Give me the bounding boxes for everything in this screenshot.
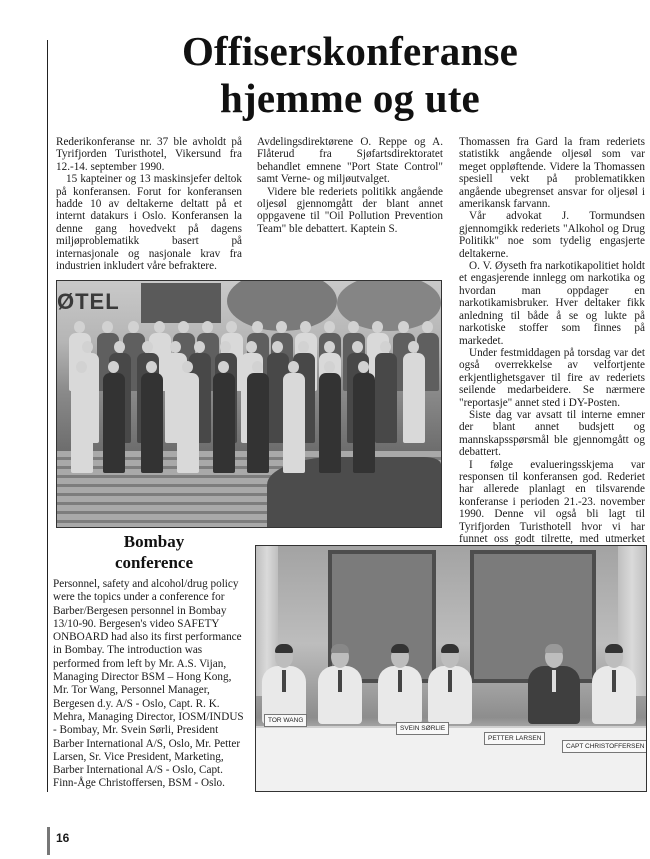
person-head	[194, 341, 205, 353]
person-head	[220, 341, 231, 353]
person-head	[324, 361, 335, 373]
paragraph: Videre ble rederiets politikk angående oljesøl gjennomgått der blant annet oppgavene til "Oil Pollution Prevention Team" ble debattert. Kaptein S.	[257, 185, 443, 235]
person-silhouette	[141, 373, 163, 473]
article-column-2	[257, 136, 443, 235]
person-head	[288, 361, 299, 373]
person-head	[324, 321, 335, 333]
person-silhouette	[213, 373, 235, 473]
person-head	[300, 321, 311, 333]
person-head	[102, 321, 113, 333]
person-head	[272, 341, 283, 353]
paragraph: Personnel, safety and alcohol/drug policy were the topics under a conference for Barber/Bergesen personnel in Bombay 13/10-90. Bergesen's video SAFETY ONBOARD had also its first performance in Bombay. The introduction was performed from left by Mr. A.S. Vijan, Managing Director BSM – Hong Kong, Mr. Tor Wang, Personnel Manager, Bergesen d.y. A/S - Oslo, Capt. R. K. Mehra, Managing Director, IOSM/INDUS - Bombay, Mr. Svein Sørli, President Barber International A/S, Oslo, Mr. Petter Larsen, Sr. Vice President, Marketing, Barber International A/S - Oslo, Capt. Finn-Åge Christoffersen, BSM - Oslo.	[53, 578, 244, 790]
person-head	[298, 341, 309, 353]
namecard: PETTER LARSEN	[484, 732, 545, 745]
namecard: CAPT CHRISTOFFERSEN	[562, 740, 647, 753]
person-head	[252, 321, 263, 333]
paragraph: Rederikonferanse nr. 37 ble avholdt på Tyrifjorden Turisthotel, Vikersund fra 12.-14. september 1990.	[56, 136, 242, 173]
panelist	[528, 666, 580, 724]
group-photo	[56, 280, 442, 528]
person-head	[170, 341, 181, 353]
person-head	[408, 341, 419, 353]
person-silhouette	[319, 373, 341, 473]
person-head	[146, 361, 157, 373]
person-silhouette	[103, 373, 125, 473]
person-head	[76, 361, 87, 373]
person-head	[114, 341, 125, 353]
paragraph: Under festmiddagen på torsdag var det også overrekkelse av velfortjente erkjentlighetsgaver til fire av rederiets seilende medarbeidere. Se nærmere "reportasje" annet sted i DY-Posten.	[459, 346, 645, 409]
person-head	[182, 361, 193, 373]
paragraph: O. V. Øyseth fra narkotikapolitiet holdt et engasjerende innlegg om narkotika og hvordan man oppdager en narkotikamisbruker. Hver deltaker fikk anledning til både å se og lukte på narkotiske stoffer som finnes på markedet.	[459, 260, 645, 347]
person-silhouette	[403, 353, 425, 443]
paragraph: Siste dag var avsatt til interne emner der blant annet budsjett og mannskapsspørsmål ble gjennomgått og debattert.	[459, 408, 645, 459]
hotel-building	[141, 283, 221, 323]
bombay-headline-line-2: conference	[114, 553, 194, 572]
paragraph: Avdelingsdirektørene O. Reppe og A. Flåterud fra Sjøfartsdirektoratet behandlet emnene "Port State Control" samt Verne- og miljøutvalget.	[257, 136, 443, 186]
person-head	[252, 361, 263, 373]
paragraph: 15 kapteiner og 13 maskinsjefer deltok på konferansen. Forut for konferansen hadde 10 av deltakerne deltatt på et internt datakurs i Oslo. Konferansen la denne gang hovedvekt på dagens miljøproblematikk basert på internasjonale og nasjonale krav fra industrien inkludert våre befraktere.	[56, 173, 242, 273]
person-silhouette	[177, 373, 199, 473]
article-headline	[140, 28, 560, 122]
footer-margin-rule	[47, 827, 50, 855]
person-head	[352, 341, 363, 353]
person-head	[154, 321, 165, 333]
person-head	[358, 361, 369, 373]
person-head	[246, 341, 257, 353]
person-head	[108, 361, 119, 373]
person-silhouette	[375, 353, 397, 443]
person-head	[128, 321, 139, 333]
person-head	[218, 361, 229, 373]
panelist	[318, 666, 362, 724]
person-head	[422, 321, 433, 333]
panelist	[592, 666, 636, 724]
headline-line-1: Offiserskonferanse	[181, 28, 519, 74]
person-head	[348, 321, 359, 333]
panelist	[428, 666, 472, 724]
person-head	[398, 321, 409, 333]
conference-table	[256, 726, 646, 792]
namecard: SVEIN SØRLIE	[396, 722, 449, 735]
person-head	[202, 321, 213, 333]
article-column-1	[56, 136, 242, 272]
namecard: TOR WANG	[264, 714, 307, 727]
bombay-column	[53, 578, 248, 791]
window-frame	[470, 550, 596, 683]
paragraph: Vår advokat J. Tormundsen gjennomgikk rederiets "Alkohol og Drug Politikk" noe som tydelig engasjerte deltakerne.	[459, 210, 645, 260]
person-head	[226, 321, 237, 333]
bombay-headline-line-1: Bombay	[123, 532, 185, 551]
panelist	[378, 666, 422, 724]
person-silhouette	[71, 373, 93, 473]
person-silhouette	[353, 373, 375, 473]
left-margin-rule	[47, 40, 48, 792]
article-column-3	[459, 136, 645, 558]
person-head	[380, 341, 391, 353]
person-head	[324, 341, 335, 353]
person-head	[178, 321, 189, 333]
person-silhouette	[247, 373, 269, 473]
person-head	[74, 321, 85, 333]
headline-line-2: hjemme og ute	[220, 75, 480, 121]
person-head	[372, 321, 383, 333]
conference-panel-photo	[255, 545, 647, 792]
paragraph: Thomassen fra Gard la fram rederiets statistikk angående oljesøl som var meget oppløftende. Videre la Thomassen spesiell vekt på problematikken angående ubegrenset ansvar for oljesøl i amerikansk farvann.	[459, 136, 645, 211]
page-number: 16	[56, 831, 70, 845]
person-silhouette	[283, 373, 305, 473]
bombay-headline	[74, 531, 234, 573]
person-head	[276, 321, 287, 333]
person-head	[142, 341, 153, 353]
person-head	[82, 341, 93, 353]
paragraph: I følge evalueringsskjema var responsen til konferansen god. Rederiet har allerede planlagt en tilsvarende konferanse i perioden 21.-23. november 1990. Denne vil også bli lagt til Tyrifjorden Turisthotell hvor vi har funnet oss godt tilrette, med utmerket	[459, 458, 645, 545]
hotel-sign-text: ØTEL	[57, 289, 120, 314]
